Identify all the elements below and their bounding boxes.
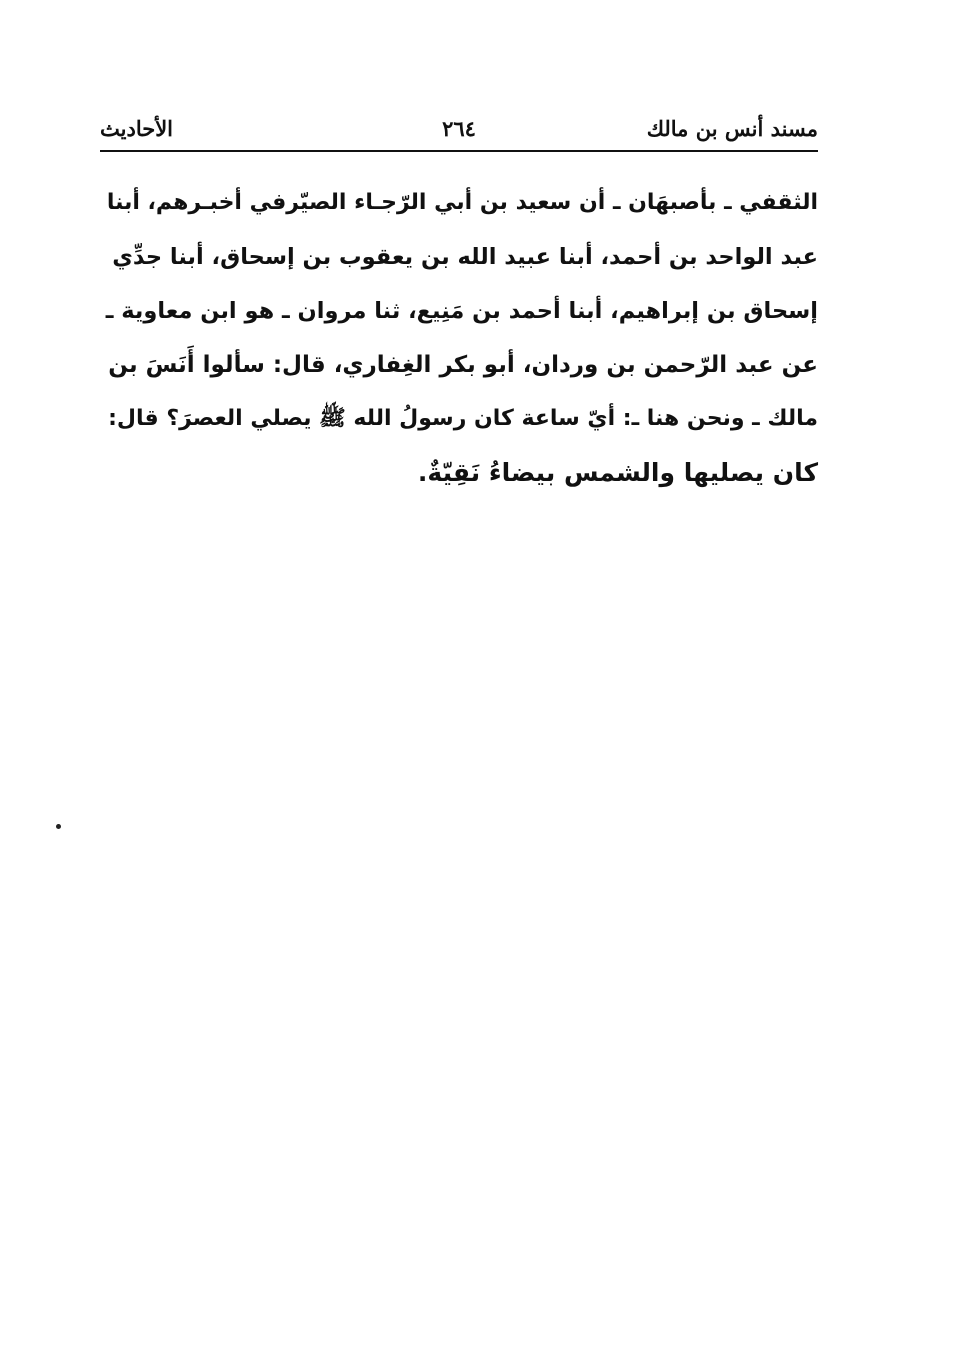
running-head xyxy=(100,112,818,148)
text-line: عبد الواحد بن أحمد، أبنا عبيد الله بن يعقوب بن إسحاق، أبنا جدِّي xyxy=(112,244,818,270)
book-title: مسند أنس بن مالك xyxy=(646,116,818,141)
hadith-text xyxy=(100,176,818,500)
text-line: عن عبد الرّحمن بن وردان، أبو بكر الغِفاري، قال: سألوا أَنَسَ بن xyxy=(108,352,818,378)
text-line: مالك ـ ونحن هنا ـ: أيّ ساعة كان رسولُ الله ﷺ يصلي العصرَ؟ قال: xyxy=(108,406,818,431)
scan-speck xyxy=(56,824,61,829)
text-line: إسحاق بن إبراهيم، أبنا أحمد بن مَنِيع، ثنا مروان ـ هو ابن معاوية ـ xyxy=(105,298,818,324)
header-rule xyxy=(100,150,818,152)
page-number: ٢٦٤ xyxy=(442,116,476,141)
section-title: الأحاديث xyxy=(100,116,174,141)
text-line: كان يصليها والشمس بيضاءُ نَقِيّةٌ. xyxy=(417,458,818,487)
text-line: الثقفي ـ بأصبهَان ـ أن سعيد بن أبي الرّجـاء الصيّرفي أخبـرهم، أبنا xyxy=(106,190,818,215)
